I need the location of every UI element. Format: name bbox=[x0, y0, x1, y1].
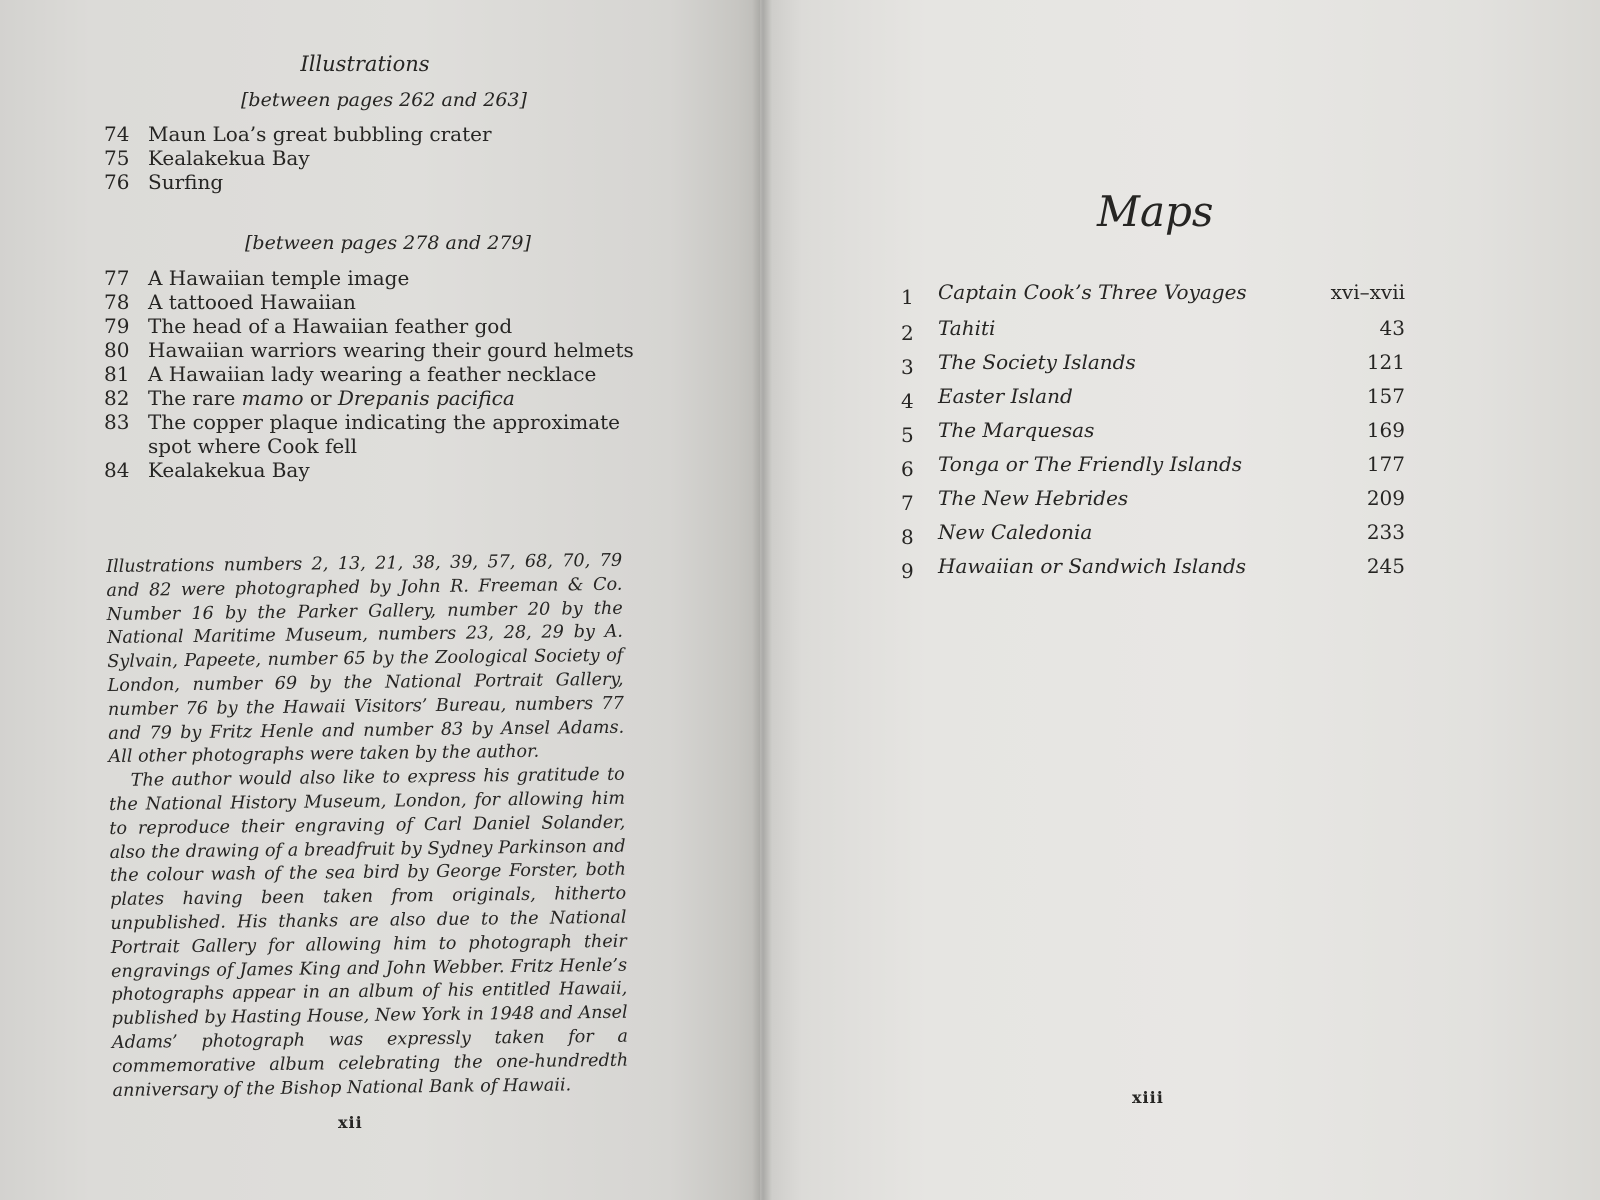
item-number: 78 bbox=[104, 290, 130, 314]
map-page: 157 bbox=[1366, 384, 1405, 408]
item-title-italic: mamo bbox=[241, 386, 304, 410]
map-page: 245 bbox=[1366, 554, 1405, 578]
item-title: Maun Loa’s great bubbling crater bbox=[148, 122, 492, 146]
item-number: 74 bbox=[104, 122, 130, 146]
item-title: A Hawaiian temple image bbox=[148, 266, 410, 290]
item-title-italic: Drepanis pacifica bbox=[337, 386, 515, 410]
map-title: The Society Islands bbox=[938, 350, 1136, 374]
map-page: 177 bbox=[1366, 452, 1405, 476]
acknowledgements-paragraph: The author would also like to express his gratitude to the National History Museum, London, for allowing him to reproduce their engraving of Carl Daniel Solander, also the drawing of a breadfruit by Sydney Parkinson and the colour wash of the sea bird by George Forster, both plates having been taken from originals, hitherto unpublished. His thanks are also due to the National Portrait Gallery for allowing him to photograph their engravings of James King and John Webber. Fritz Henle’s photographs appear in an album of his entitled Hawaii, published by Hasting House, New York in 1948 and Ansel Adams’ photograph was expressly taken for a commemorative album celebrating the one-hundredth anniversary of the Bishop National Bank of Hawaii. bbox=[108, 764, 629, 1101]
item-title: Surfing bbox=[148, 170, 224, 194]
map-title: Tahiti bbox=[938, 316, 996, 340]
page-number-left: xii bbox=[338, 1113, 363, 1132]
item-title-mid: or bbox=[303, 386, 338, 410]
item-number: 84 bbox=[104, 458, 130, 482]
item-number: 83 bbox=[104, 410, 130, 434]
map-title: The Marquesas bbox=[938, 418, 1095, 442]
item-title: The copper plaque indicating the approximate spot where Cook fell bbox=[148, 410, 620, 458]
map-title: Easter Island bbox=[938, 384, 1073, 408]
maps-heading: Maps bbox=[1097, 187, 1214, 236]
map-title: The New Hebrides bbox=[938, 486, 1129, 510]
item-number: 82 bbox=[104, 386, 130, 410]
map-title: Hawaiian or Sandwich Islands bbox=[938, 554, 1247, 578]
map-number: 3 bbox=[901, 355, 914, 379]
map-number: 5 bbox=[901, 423, 914, 447]
map-title: Captain Cook’s Three Voyages bbox=[938, 280, 1247, 304]
item-number: 77 bbox=[104, 266, 130, 290]
item-title: A Hawaiian lady wearing a feather necklace bbox=[148, 362, 597, 386]
map-number: 1 bbox=[901, 285, 914, 309]
page-number-right: xiii bbox=[1132, 1088, 1164, 1107]
map-number: 9 bbox=[901, 559, 914, 583]
map-title: Tonga or The Friendly Islands bbox=[938, 452, 1243, 476]
map-page: 209 bbox=[1366, 486, 1405, 510]
map-title: New Caledonia bbox=[938, 520, 1093, 544]
map-page: 233 bbox=[1366, 520, 1405, 544]
item-title: A tattooed Hawaiian bbox=[148, 290, 356, 314]
illustrations-heading: Illustrations bbox=[300, 52, 430, 76]
item-number: 80 bbox=[104, 338, 130, 362]
map-number: 2 bbox=[901, 321, 914, 345]
map-page: 43 bbox=[1379, 316, 1405, 340]
map-number: 4 bbox=[901, 389, 914, 413]
map-number: 6 bbox=[901, 457, 914, 481]
page-range-2: [between pages 278 and 279] bbox=[245, 232, 531, 254]
map-number: 8 bbox=[901, 525, 914, 549]
map-page: 169 bbox=[1366, 418, 1405, 442]
page-range-1: [between pages 262 and 263] bbox=[241, 89, 527, 111]
item-title: Hawaiian warriors wearing their gourd helmets bbox=[148, 338, 634, 362]
map-page: xvi–xvii bbox=[1330, 280, 1405, 304]
item-number: 81 bbox=[104, 362, 130, 386]
item-number: 76 bbox=[104, 170, 130, 194]
item-title: The head of a Hawaiian feather god bbox=[148, 314, 513, 338]
item-number: 75 bbox=[104, 146, 130, 170]
item-title-prefix: The rare bbox=[148, 386, 242, 410]
item-title: Kealakekua Bay bbox=[148, 146, 310, 170]
item-title: Kealakekua Bay bbox=[148, 458, 310, 482]
map-number: 7 bbox=[901, 491, 914, 515]
credits-paragraph: Illustrations numbers 2, 13, 21, 38, 39, 57, 68, 70, 79 and 82 were photographed by John R. Freeman & Co. Number 16 by the Parker Gallery, number 20 by the National Maritime Museum, numbers 23, 28, 29 by A. Sylvain, Papeete, number 65 by the Zoological Society of London, number 69 by the National Portrait Gallery, number 76 by the Hawaii Visitors’ Bureau, numbers 77 and 79 by Fritz Henle and number 83 by Ansel Adams. All other photographs were taken by the author. bbox=[106, 550, 625, 768]
item-number: 79 bbox=[104, 314, 130, 338]
map-page: 121 bbox=[1366, 350, 1405, 374]
